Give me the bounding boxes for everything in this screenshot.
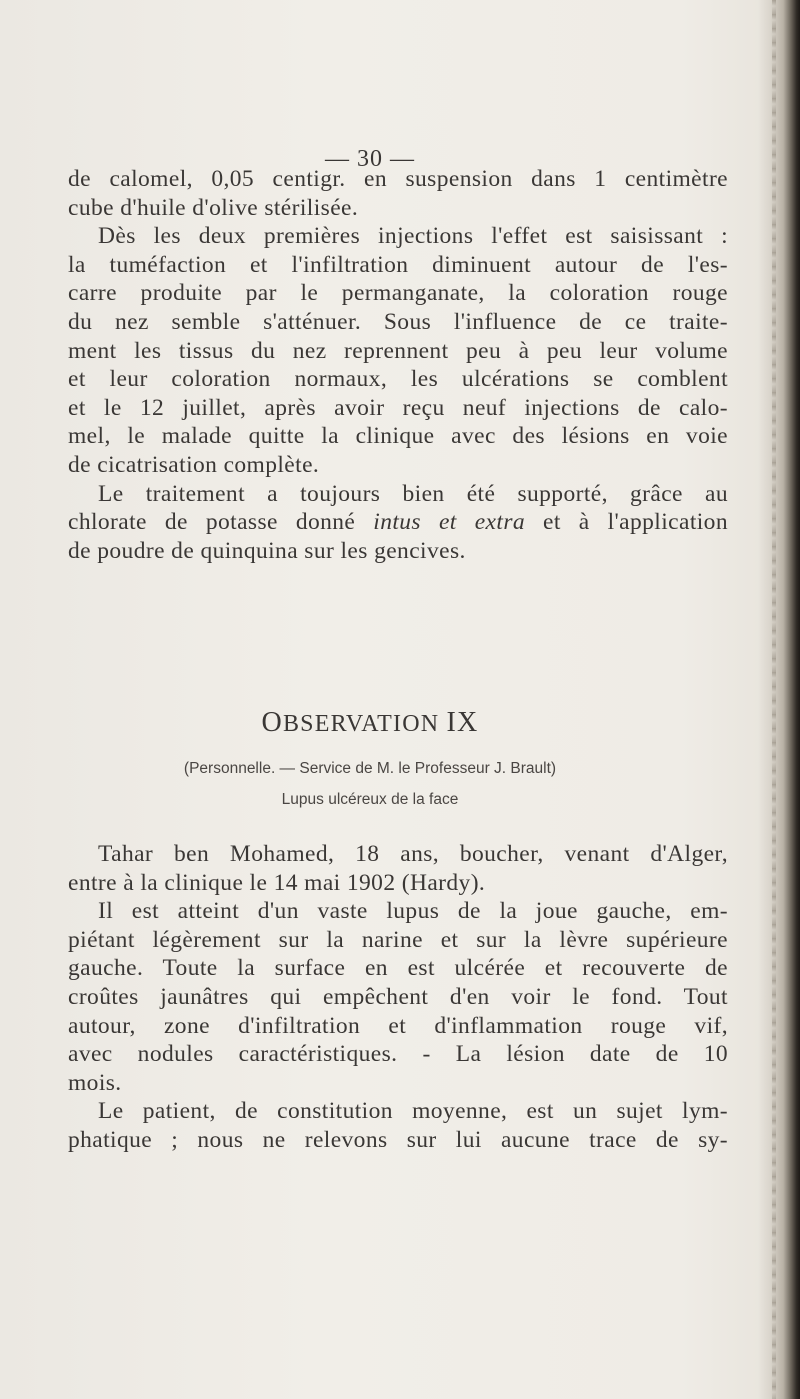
text-line: piétant légèrement sur la narine et sur la lèvre supérieure bbox=[68, 926, 728, 953]
text-segment: et à l'application bbox=[525, 509, 728, 536]
text-line: Le traitement a toujours bien été supporté, grâce au bbox=[98, 480, 728, 507]
text-line: ment les tissus du nez reprennent peu à peu leur volume bbox=[68, 337, 728, 364]
heading-numeral: IX bbox=[446, 707, 479, 738]
observation-source: (Personnelle. — Service de M. le Professeur J. Brault) bbox=[183, 760, 557, 777]
text-line bbox=[68, 508, 728, 537]
text-line: entre à la clinique le 14 mai 1902 (Hardy). bbox=[68, 869, 486, 896]
text-line: gauche. Toute la surface en est ulcérée et recouverte de bbox=[68, 955, 728, 982]
text-line: la tuméfaction et l'infiltration diminuent autour de l'es- bbox=[68, 251, 728, 278]
heading-word: BSERVATION bbox=[282, 711, 440, 737]
text-line: et le 12 juillet, après avoir reçu neuf injections de calo- bbox=[68, 394, 728, 421]
page-number: — 30 — bbox=[325, 146, 415, 172]
text-line: avec nodules caractéristiques. - La lésion date de 10 bbox=[68, 1041, 728, 1068]
page-binding-edge bbox=[758, 0, 800, 1399]
text-line: mois. bbox=[68, 1069, 122, 1096]
text-line: du nez semble s'atténuer. Sous l'influence de ce traite- bbox=[68, 308, 728, 335]
text-line: Il est atteint d'un vaste lupus de la joue gauche, em- bbox=[98, 898, 728, 925]
text-line: de calomel, 0,05 centigr. en suspension dans 1 centimètre bbox=[68, 166, 728, 192]
text-line: Le patient, de constitution moyenne, est un sujet lym- bbox=[98, 1098, 728, 1125]
text-line: autour, zone d'infiltration et d'inflammation rouge vif, bbox=[68, 1012, 728, 1039]
text-line: de poudre de quinquina sur les gencives. bbox=[68, 537, 466, 564]
observation-heading bbox=[0, 707, 740, 739]
text-line: mel, le malade quitte la clinique avec des lésions en voie bbox=[68, 423, 728, 450]
text-line: cube d'huile d'olive stérilisée. bbox=[68, 194, 359, 221]
paragraph-block-2 bbox=[68, 840, 728, 1155]
text-line: carre produite par le permanganate, la coloration rouge bbox=[68, 280, 728, 307]
observation-subtitle: Lupus ulcéreux de la face bbox=[281, 791, 459, 808]
text-line: Tahar ben Mohamed, 18 ans, boucher, venant d'Alger, bbox=[98, 841, 728, 867]
text-line: de cicatrisation complète. bbox=[68, 451, 320, 478]
text-line: et leur coloration normaux, les ulcérations se comblent bbox=[68, 366, 728, 393]
text-line: Dès les deux premières injections l'effet est saisissant : bbox=[98, 223, 728, 250]
text-line: croûtes jaunâtres qui empêchent d'en voir le fond. Tout bbox=[68, 983, 728, 1010]
text-line: phatique ; nous ne relevons sur lui aucune trace de sy- bbox=[68, 1126, 728, 1153]
text-segment: chlorate de potasse donné bbox=[68, 509, 374, 536]
paragraph-block-1 bbox=[68, 165, 728, 565]
italic-text: intus et extra bbox=[373, 509, 526, 536]
heading-initial: O bbox=[261, 707, 283, 738]
